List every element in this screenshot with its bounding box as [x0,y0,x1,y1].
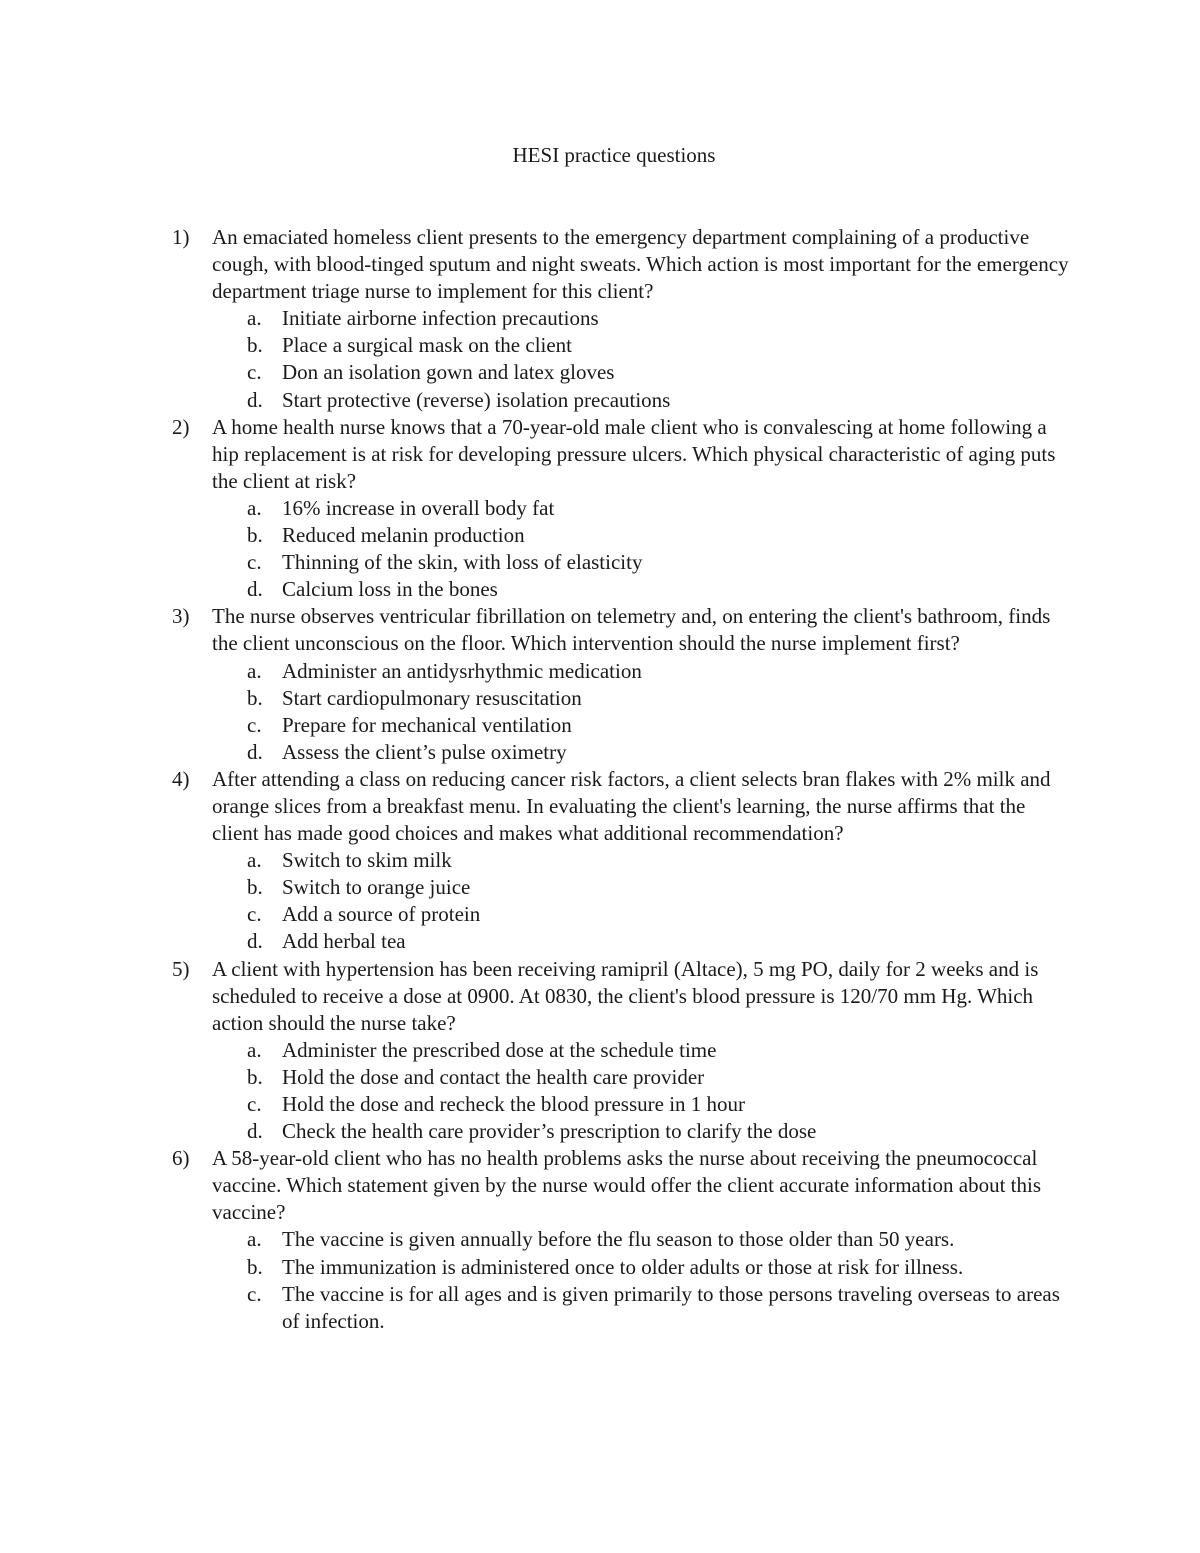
option-text: Start cardiopulmonary resuscitation [282,685,582,710]
option-text: Prepare for mechanical ventilation [282,712,572,737]
option-letter: d. [247,929,263,954]
option-text: Administer the prescribed dose at the schedule time [282,1037,717,1062]
answer-option [212,305,1072,332]
option-letter: b. [247,1064,263,1089]
option-text: The vaccine is for all ages and is given primarily to those persons traveling overseas to areas of infection. [282,1281,1060,1333]
answer-option [212,332,1072,359]
question-stem: A 58-year-old client who has no health problems asks the nurse about receiving the pneumococcal vaccine. Which statement given by the nurse would offer the client accurate information about this vaccine? [212,1146,1042,1225]
question-stem: An emaciated homeless client presents to the emergency department complaining of a productive cough, with blood-tinged sputum and night sweats. Which action is most important for the emergency department triage nurse to implement for this client? [212,225,1069,304]
option-text: The vaccine is given annually before the flu season to those older than 50 years. [282,1227,955,1252]
question-number: 4) [172,766,190,791]
option-letter: b. [247,1254,263,1279]
question-stem: The nurse observes ventricular fibrillation on telemetry and, on entering the client's bathroom, finds the client unconscious on the floor. Which intervention should the nurse implement first? [212,604,1051,656]
option-letter: b. [247,523,263,548]
option-letter: b. [247,685,263,710]
question-item [172,224,1072,414]
option-text: Calcium loss in the bones [282,577,498,602]
option-text: Administer an antidysrhythmic medication [282,658,642,683]
option-letter: a. [247,848,262,873]
answer-option [212,712,1072,739]
option-text: Switch to orange juice [282,875,471,900]
answer-option [212,1091,1072,1118]
question-stem: A home health nurse knows that a 70-year-old male client who is convalescing at home following a hip replacement is at risk for developing pressure ulcers. Which physical characteristic of aging puts the client at risk? [212,414,1056,493]
question-list [172,224,1072,1335]
option-text: Initiate airborne infection precautions [282,306,599,331]
answer-option [212,1064,1072,1091]
option-letter: d. [247,387,263,412]
option-text: Don an isolation gown and latex gloves [282,360,615,385]
answer-option [212,685,1072,712]
option-letter: b. [247,333,263,358]
question-number: 1) [172,225,190,249]
answer-option [212,522,1072,549]
option-text: Add a source of protein [282,902,481,927]
option-letter: d. [247,739,263,764]
option-letter: b. [247,875,263,900]
option-text: Switch to skim milk [282,848,452,873]
option-letter: d. [247,577,263,602]
answer-options [212,847,1072,955]
answer-option [212,549,1072,576]
option-letter: a. [247,1227,262,1252]
answer-option [212,928,1072,955]
answer-option [212,1037,1072,1064]
option-letter: a. [247,495,262,520]
answer-options [212,658,1072,766]
answer-option [212,658,1072,685]
answer-option [212,576,1072,603]
answer-option [212,495,1072,522]
question-item [172,766,1072,956]
answer-option [212,739,1072,766]
option-text: Start protective (reverse) isolation precautions [282,387,671,412]
answer-option [212,1226,1072,1253]
question-number: 6) [172,1146,190,1171]
question-item [172,414,1072,604]
document-title: HESI practice questions [512,143,716,167]
option-letter: c. [247,712,262,737]
option-text: Add herbal tea [282,929,406,954]
answer-option [212,901,1072,928]
option-text: The immunization is administered once to older adults or those at risk for illness. [282,1254,964,1279]
question-item [172,1145,1072,1335]
option-text: Reduced melanin production [282,523,525,548]
answer-options [212,1037,1072,1145]
option-text: 16% increase in overall body fat [282,495,555,520]
option-text: Place a surgical mask on the client [282,333,573,358]
question-number: 2) [172,414,190,439]
option-letter: c. [247,1092,262,1116]
option-text: Assess the client’s pulse oximetry [282,739,567,764]
question-item [172,603,1072,766]
answer-option [212,1281,1072,1335]
answer-option [212,359,1072,386]
answer-options [212,495,1072,603]
answer-option [212,847,1072,874]
question-number: 3) [172,604,190,629]
option-text: Hold the dose and contact the health care provider [282,1064,705,1089]
question-stem: A client with hypertension has been receiving ramipril (Altace), 5 mg PO, daily for 2 weeks and is scheduled to receive a dose at 0900. At 0830, the client's blood pressure is 120/70 mm Hg. Which action should the nurse take? [212,956,1039,1035]
option-text: Thinning of the skin, with loss of elasticity [282,550,643,575]
option-letter: c. [247,550,262,575]
answer-options [212,305,1072,413]
option-text: Check the health care provider’s prescription to clarify the dose [282,1119,817,1144]
answer-options [212,1226,1072,1334]
answer-option [212,1254,1072,1281]
option-letter: a. [247,306,262,331]
option-letter: c. [247,1281,262,1306]
option-text: Hold the dose and recheck the blood pressure in 1 hour [282,1092,746,1116]
answer-option [212,1118,1072,1145]
answer-option [212,874,1072,901]
answer-option [212,387,1072,414]
question-number: 5) [172,956,190,981]
option-letter: c. [247,360,262,385]
option-letter: a. [247,658,262,683]
question-item [172,956,1072,1146]
option-letter: d. [247,1119,263,1144]
question-stem: After attending a class on reducing cancer risk factors, a client selects bran flakes with 2% milk and orange slices from a breakfast menu. In evaluating the client's learning, the nurse affirms that the client has made good choices and makes what additional recommendation? [212,766,1051,846]
option-letter: a. [247,1037,262,1062]
option-letter: c. [247,902,262,927]
